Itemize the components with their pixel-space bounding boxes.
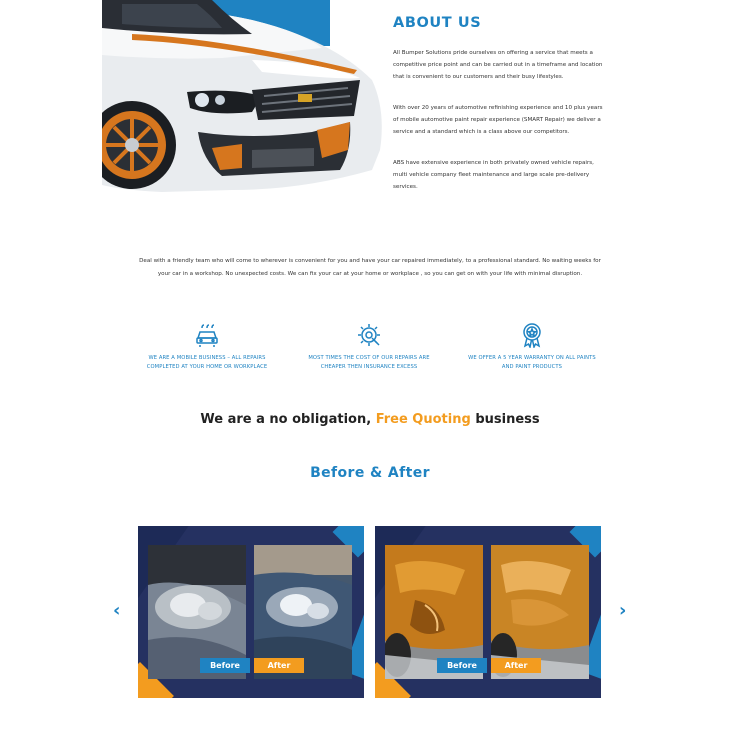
after-label: After (491, 658, 541, 673)
before-label: Before (437, 658, 487, 673)
car-wash-icon (194, 322, 220, 348)
about-paragraph-3: ABS have extensive experience in both privately owned vehicle repairs, multi vehicle company fleet maintenance and large scale pre-delivery services. (393, 160, 594, 191)
tagline (0, 412, 740, 427)
tagline-highlight: Free Quoting (375, 412, 471, 427)
feature-cost (299, 322, 439, 371)
before-after-title: Before & After (310, 465, 430, 481)
before-label: Before (200, 658, 250, 673)
feature-text: WE OFFER A 5 YEAR WARRANTY ON ALL PAINTS AND PAINT PRODUCTS (468, 355, 596, 370)
intro-text: Deal with a friendly team who will come to wherever is convenient for you and have your car repaired immediately, to a professional standard. No waiting weeks for your car in a workshop. No unexpected costs. We can fix your car at your home or workplace , so you can get on with your life with minimal disruption. (139, 258, 601, 277)
about-paragraph-1: All Bumper Solutions pride ourselves on offering a service that meets a competitive price point and can be carried out in a timeframe and location that is convenient to our customers and their busy lifestyles. (393, 50, 603, 81)
carousel-next-arrow[interactable]: › (619, 600, 627, 621)
feature-mobile-business (137, 322, 277, 371)
about-title: ABOUT US (393, 15, 482, 31)
feature-text: WE ARE A MOBILE BUSINESS – ALL REPAIRS COMPLETED AT YOUR HOME OR WORKPLACE (146, 355, 268, 370)
feature-text: MOST TIMES THE COST OF OUR REPAIRS ARE CHEAPER THEN INSURANCE EXCESS (308, 355, 430, 370)
tagline-suffix: business (475, 412, 540, 427)
before-after-card-headlight[interactable] (138, 526, 364, 698)
car-image (102, 0, 384, 200)
after-label: After (254, 658, 304, 673)
wrench-gear-icon (356, 322, 382, 348)
feature-warranty (462, 322, 602, 371)
award-badge-icon (519, 322, 545, 348)
carousel-prev-arrow[interactable]: ‹ (113, 600, 121, 621)
before-after-card-bumper[interactable] (375, 526, 601, 698)
tagline-prefix: We are a no obligation, (200, 412, 372, 427)
about-paragraph-2: With over 20 years of automotive refinishing experience and 10 plus years of mobile automotive paint repair experience (SMART Repair) we deliver a service and a standard which is a class above our competitors. (393, 105, 603, 136)
